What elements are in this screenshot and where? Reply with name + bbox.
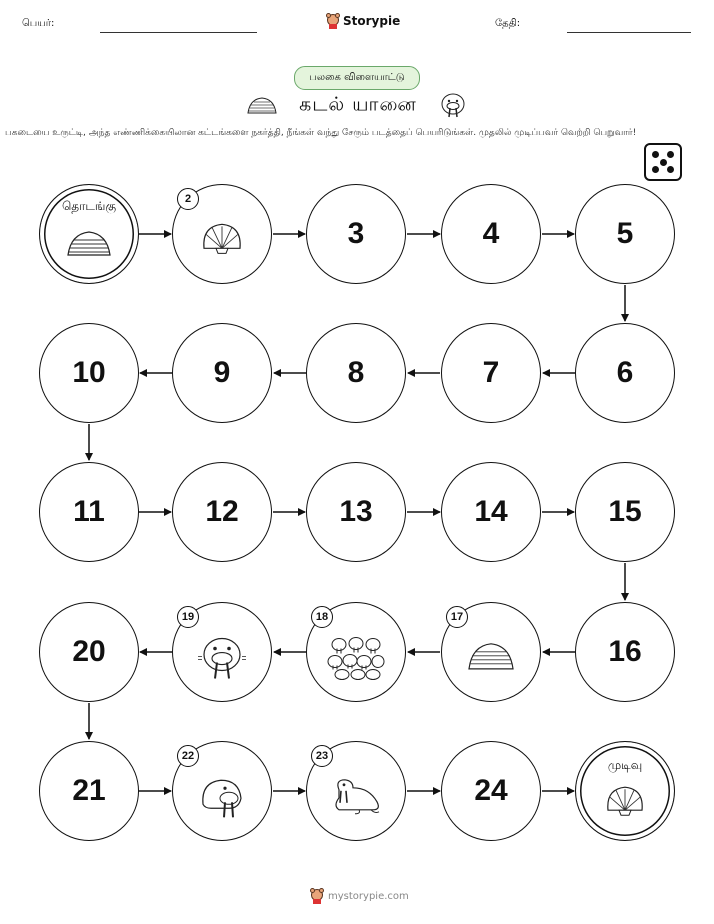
instructions: பகடையை உருட்டி, அந்த எண்ணிக்கையிலான கட்டங்களை நகர்த்தி, நீங்கள் வந்து சேரும் படத்தைப் பெயரிடுங்கள். முதலில் முடிப்பவர் வெற்றி பெறுவார்! [5, 128, 637, 138]
board-cell-24[interactable] [441, 741, 541, 841]
cell-number-badge: 22 [177, 745, 199, 767]
sea-ice-icon [65, 228, 113, 258]
board-cell-2[interactable] [172, 184, 272, 284]
board-cell-10[interactable] [39, 323, 139, 423]
cell-number: 15 [608, 495, 642, 528]
board-cell-22[interactable] [172, 741, 272, 841]
board-cell-19[interactable] [172, 602, 272, 702]
board-cell-21[interactable] [39, 741, 139, 841]
board-cell-4[interactable] [441, 184, 541, 284]
board-cell-5[interactable] [575, 184, 675, 284]
cell-number-badge: 19 [177, 606, 199, 628]
finish-cell[interactable] [575, 741, 675, 841]
cell-number-badge: 18 [311, 606, 333, 628]
clam-shell-icon [603, 784, 647, 818]
board-cell-13[interactable] [306, 462, 406, 562]
cell-number-badge: 2 [177, 188, 199, 210]
board-cell-20[interactable] [39, 602, 139, 702]
start-cell[interactable] [39, 184, 139, 284]
board-cell-14[interactable] [441, 462, 541, 562]
category-tag: பலகை விளையாட்டு [294, 66, 420, 90]
cell-number: 20 [72, 635, 106, 668]
title-text: கடல் யானை [299, 93, 417, 116]
walrus-body-icon [329, 776, 383, 816]
board-cell-7[interactable] [441, 323, 541, 423]
walrus-face-icon [197, 635, 247, 681]
cell-number: 24 [474, 774, 508, 807]
board-cell-3[interactable] [306, 184, 406, 284]
finish-label: முடிவு [607, 758, 643, 772]
cell-number: 11 [73, 495, 105, 528]
cell-number: 13 [339, 495, 373, 528]
cell-number: 21 [72, 774, 106, 807]
cell-number: 3 [347, 217, 365, 250]
start-label: தொடங்கு [61, 199, 117, 213]
cell-number-badge: 23 [311, 745, 333, 767]
board-cell-6[interactable] [575, 323, 675, 423]
brand-name: Storypie [343, 14, 401, 28]
cell-number: 12 [205, 495, 239, 528]
board-cell-15[interactable] [575, 462, 675, 562]
sea-ice-icon [466, 640, 516, 672]
board-cell-12[interactable] [172, 462, 272, 562]
cell-number: 4 [482, 217, 500, 250]
footer [310, 888, 409, 904]
board-cell-11[interactable] [39, 462, 139, 562]
board-cell-18[interactable] [306, 602, 406, 702]
cell-number: 10 [72, 356, 106, 389]
walrus-herd-icon [327, 635, 385, 681]
board-cell-9[interactable] [172, 323, 272, 423]
cell-number-badge: 17 [446, 606, 468, 628]
cell-number: 6 [616, 356, 634, 389]
cell-number: 14 [474, 495, 508, 528]
board-cell-23[interactable] [306, 741, 406, 841]
clam-shell-icon [198, 220, 246, 256]
cell-number: 8 [347, 356, 365, 389]
cell-number: 9 [213, 356, 231, 389]
storypie-bear-icon [310, 888, 324, 904]
walrus-head-icon [199, 774, 245, 818]
cell-number: 5 [616, 217, 634, 250]
date-label: தேதி: [495, 18, 521, 29]
cell-number: 16 [608, 635, 642, 668]
name-label: பெயர்: [22, 18, 55, 29]
board-cell-8[interactable] [306, 323, 406, 423]
board-cell-17[interactable] [441, 602, 541, 702]
board-cell-16[interactable] [575, 602, 675, 702]
cell-number: 7 [482, 356, 500, 389]
footer-url[interactable]: mystorypie.com [328, 890, 409, 902]
